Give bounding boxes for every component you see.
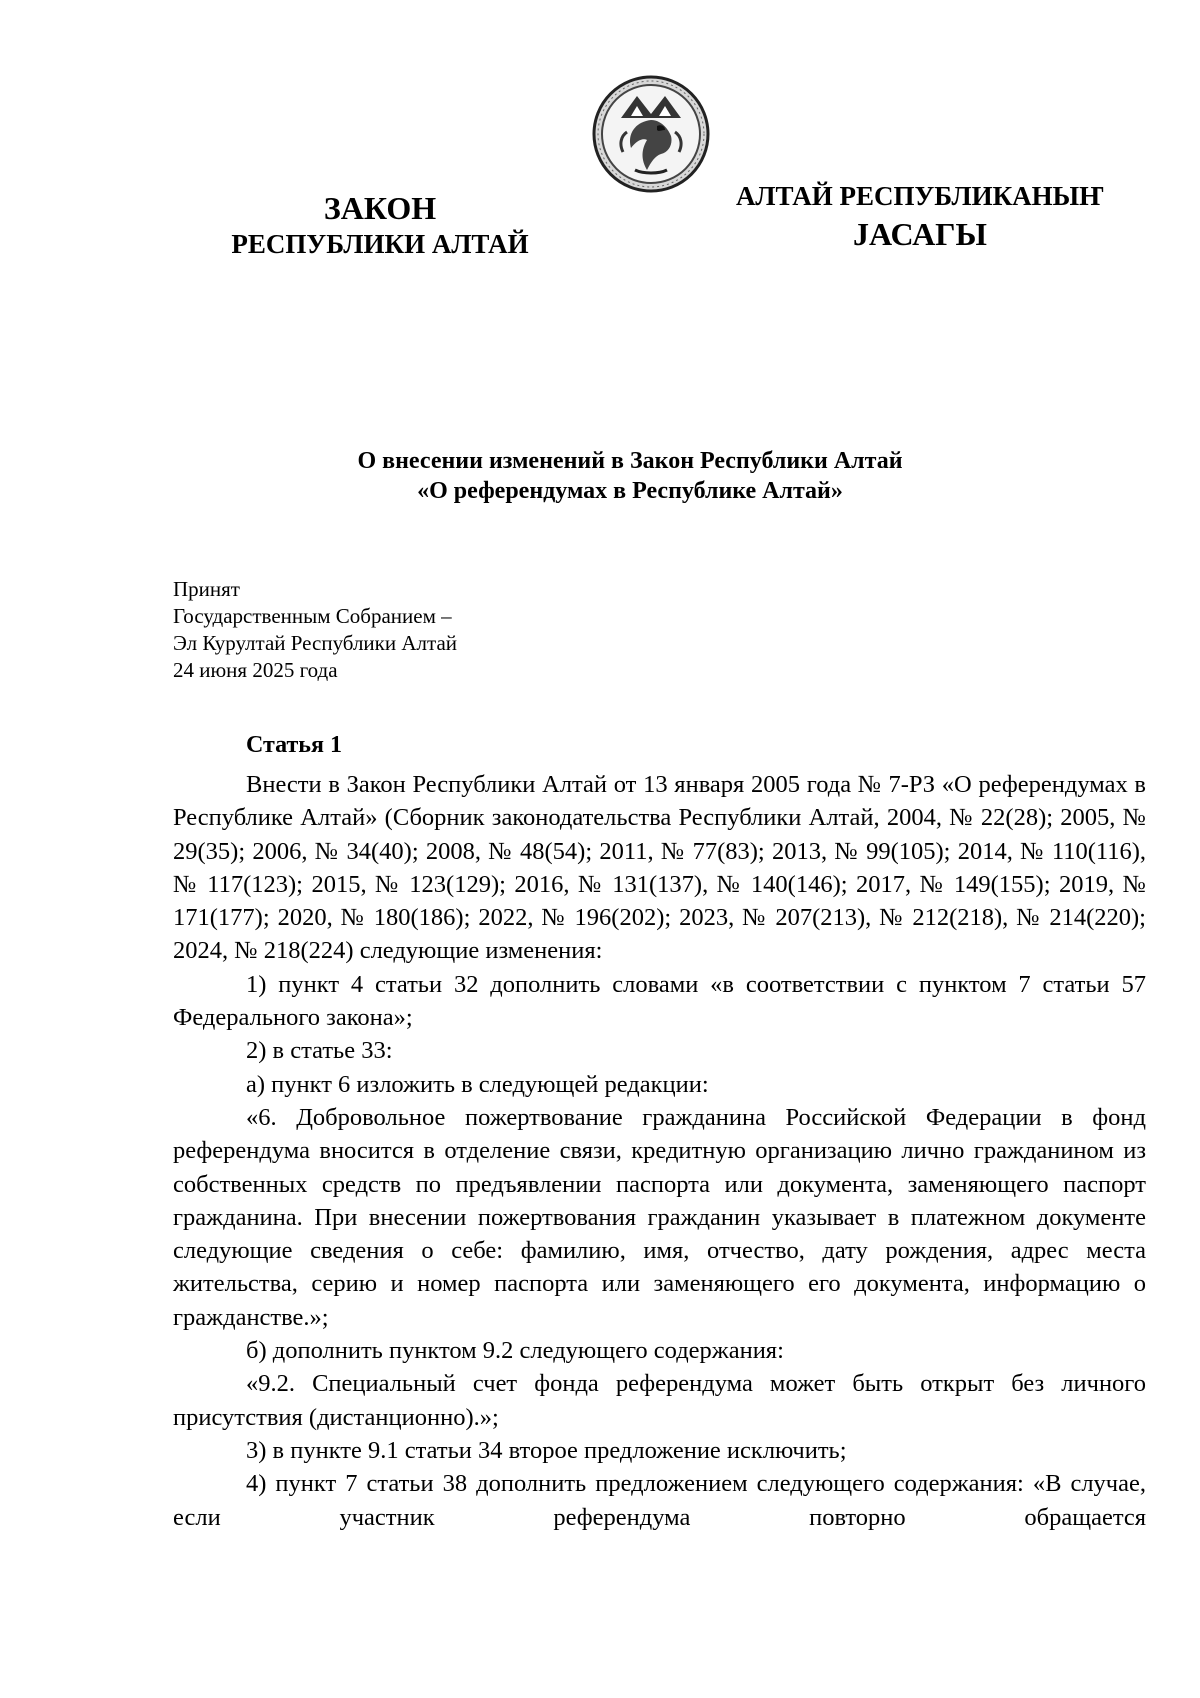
republic-name-alt: АЛТАЙ РЕСПУБЛИКАНЫҤ: [735, 181, 1105, 211]
article-heading: Статья 1: [246, 732, 342, 758]
law-title: [180, 446, 1080, 506]
adoption-line1: Принят: [173, 577, 240, 601]
article-paragraph: 4) пункт 7 статьи 38 дополнить предложением следующего содержания: «В случае, если участник референдума повторно обращается: [173, 1470, 1146, 1531]
law-title-line1: О внесении изменений в Закон Республики Алтай: [357, 448, 903, 474]
republic-name-ru: РЕСПУБЛИКИ АЛТАЙ: [231, 229, 529, 259]
adoption-date: 24 июня 2025 года: [173, 658, 338, 682]
article-paragraph: 2) в статье 33:: [246, 1037, 393, 1065]
law-title-line2: «О референдумах в Республике Алтай»: [417, 478, 843, 504]
law-label-ru: ЗАКОН: [323, 190, 437, 226]
article-paragraph: 3) в пункте 9.1 статьи 34 второе предложение исключить;: [246, 1436, 847, 1464]
law-label-alt: JАСАГЫ: [853, 215, 987, 252]
article-body: [173, 768, 1146, 1534]
adoption-block: [173, 576, 457, 684]
article-paragraph: Внести в Закон Республики Алтай от 13 января 2005 года № 7-РЗ «О референдумах в Республике Алтай» (Сборник законодательства Республики Алтай, 2004, № 22(28); 2005, № 29(35); 2006, № 34(40); 2008, № 48(54); 2011, № 77(83); 2013, № 99(105); 2014, № 110(116), № 117(123); 2015, № 123(129); 2016, № 131(137), № 140(146); 2017, № 149(155); 2019, № 171(177); 2020, № 180(186); 2022, № 196(202); 2023, № 207(213), № 212(218), № 214(220); 2024, № 218(224) следующие изменения:: [173, 771, 1146, 965]
article-paragraph: «6. Добровольное пожертвование гражданина Российской Федерации в фонд референдума вносится в отделение связи, кредитную организацию лично гражданином из собственных средств по предъявлении паспорта или документа, заменяющего паспорт гражданина. При внесении пожертвования гражданин указывает в платежном документе следующие сведения о себе: фамилию, имя, отчество, дату рождения, адрес места жительства, серию и номер паспорта или заменяющего его документа, информацию о гражданстве.»;: [173, 1103, 1146, 1331]
coat-of-arms-emblem: [591, 74, 711, 194]
altai-republic-emblem-icon: [591, 74, 711, 194]
adoption-line2: Государственным Собранием –: [173, 604, 452, 628]
article-paragraph: «9.2. Специальный счет фонда референдума может быть открыт без личного присутствия (дистанционно).»;: [173, 1370, 1146, 1431]
article-paragraph: а) пункт 6 изложить в следующей редакции:: [246, 1070, 709, 1098]
article-paragraph: б) дополнить пунктом 9.2 следующего содержания:: [246, 1337, 784, 1365]
law-header-alt: [720, 180, 1120, 254]
law-header-ru: [220, 188, 540, 262]
adoption-line3: Эл Курултай Республики Алтай: [173, 631, 458, 655]
article-paragraph: 1) пункт 4 статьи 32 дополнить словами «в соответствии с пунктом 7 статьи 57 Федерального закона»;: [173, 970, 1146, 1032]
